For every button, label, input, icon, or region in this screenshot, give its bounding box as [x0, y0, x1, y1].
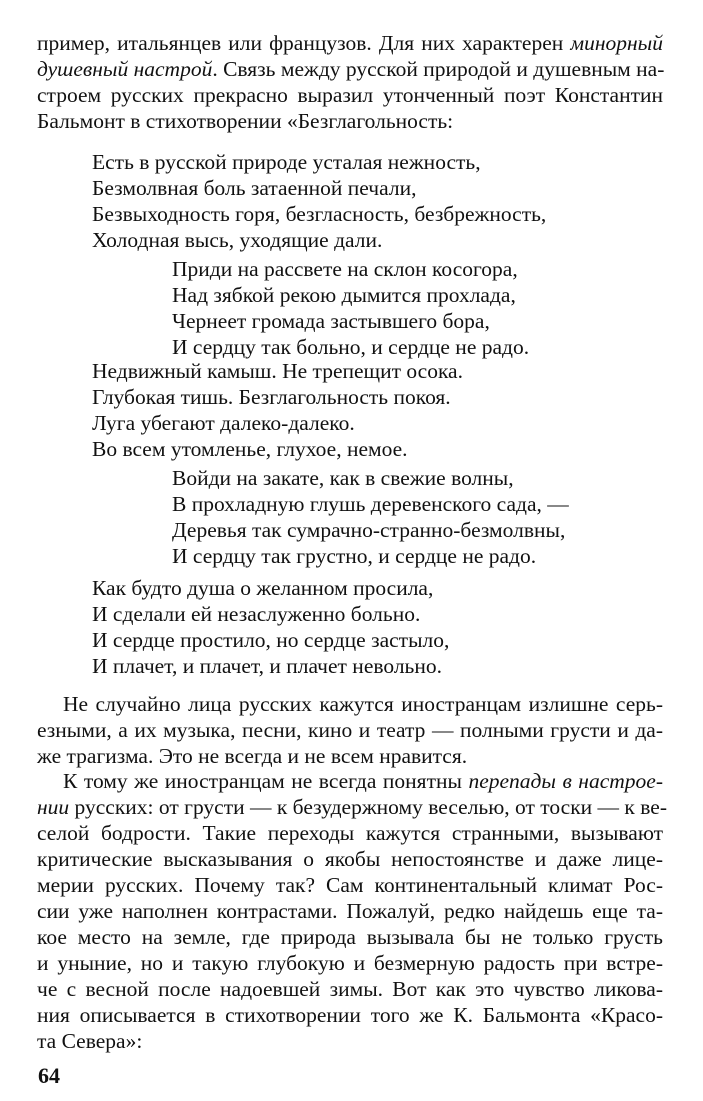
poem-line: Есть в русской природе усталая нежность,: [92, 150, 481, 174]
poem-line: Во всем утомленье, глухое, немое.: [92, 437, 408, 461]
poem-line: Над зябкой рекою дымится прохлада,: [172, 283, 516, 307]
para3-line-4: критические высказывания о якобы непостоянстве и даже лице-: [37, 847, 663, 871]
para3-line-1: К тому же иностранцам не всегда понятны перепады в настрое-: [63, 769, 663, 793]
poem-line: Луга убегают далеко-далеко.: [92, 411, 355, 435]
para2-line-3: же трагизма. Это не всегда и не всем нравится.: [37, 744, 468, 768]
poem-line: Чернеет громада застывшего бора,: [172, 309, 490, 333]
page-number: 64: [38, 1063, 60, 1088]
poem-line: И сделали ей незаслуженно больно.: [92, 602, 421, 626]
poem-line: Войди на закате, как в свежие волны,: [172, 466, 514, 490]
para3-line-11: та Севера»:: [37, 1029, 143, 1053]
intro-line-4: Бальмонт в стихотворении «Безглагольность:: [37, 109, 454, 133]
intro-line-3: строем русских прекрасно выразил утонченный поэт Константин: [37, 83, 663, 107]
poem-line: Холодная высь, уходящие дали.: [92, 228, 383, 252]
intro-line-2: душевный настрой. Связь между русской природой и душевным на-: [37, 57, 665, 81]
para3-line-3: селой бодрости. Такие переходы кажутся странными, вызывают: [37, 821, 663, 845]
para3-line-10: ния описывается в стихотворении того же К. Бальмонта «Красо-: [37, 1003, 663, 1027]
intro-line-1: пример, итальянцев или французов. Для них характерен минорный: [37, 31, 663, 55]
poem-line: И плачет, и плачет, и плачет невольно.: [92, 654, 442, 678]
poem-line: Деревья так сумрачно-странно-безмолвны,: [172, 518, 566, 542]
poem-line: И сердцу так больно, и сердце не радо.: [172, 335, 530, 359]
para3-line-8: и уныние, но и такую глубокую и безмерную радость при встре-: [37, 951, 663, 975]
poem-line: И сердце простило, но сердце застыло,: [92, 628, 450, 652]
para2-line-1: Не случайно лица русских кажутся иностранцам излишне серь-: [63, 692, 663, 716]
para3-line-2: нии русских: от грусти — к безудержному веселью, от тоски — к ве-: [37, 795, 667, 819]
poem-line: Безвыходность горя, безгласность, безбрежность,: [92, 202, 547, 226]
poem-line: В прохладную глушь деревенского сада, —: [172, 492, 569, 516]
para2-line-2: езными, а их музыка, песни, кино и театр — полными грусти и да-: [37, 718, 663, 742]
para3-line-9: че с весной после надоевшей зимы. Вот как это чувство ликова-: [37, 977, 663, 1001]
para3-line-6: сии уже наполнен контрастами. Пожалуй, редко найдешь еще та-: [37, 899, 663, 923]
poem-line: И сердцу так грустно, и сердце не радо.: [172, 544, 537, 568]
para3-line-7: кое место на земле, где природа вызывала бы не только грусть: [37, 925, 663, 949]
para3-line-5: мерии русских. Почему так? Сам континентальный климат Рос-: [37, 873, 663, 897]
poem-line: Глубокая тишь. Безглагольность покоя.: [92, 385, 451, 409]
poem-line: Как будто душа о желанном просила,: [92, 576, 434, 600]
poem-line: Безмолвная боль затаенной печали,: [92, 176, 417, 200]
poem-line: Недвижный камыш. Не трепещит осока.: [92, 359, 463, 383]
poem-line: Приди на рассвете на склон косогора,: [172, 257, 518, 281]
